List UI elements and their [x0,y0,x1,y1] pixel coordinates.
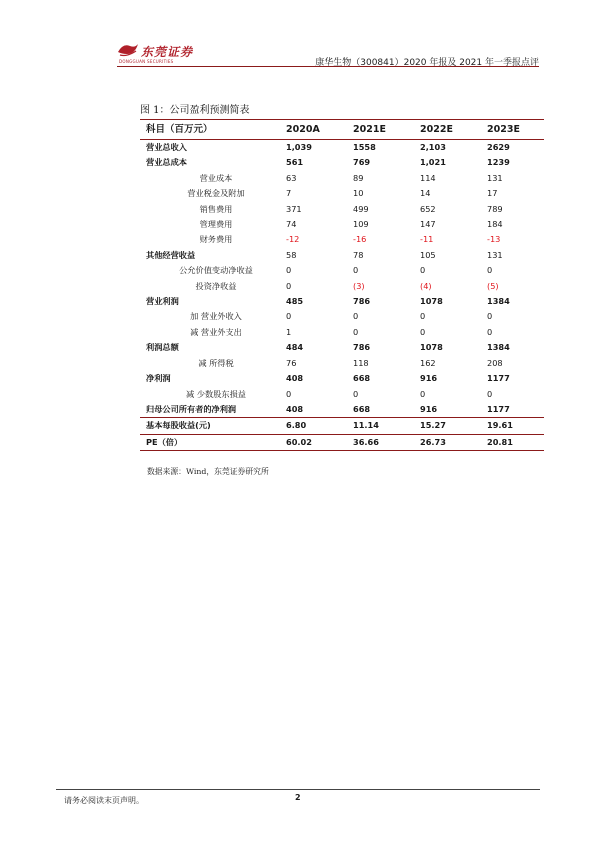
table-row [140,248,544,263]
table-row [140,171,544,186]
row-label: 其他经营收益 [146,249,196,260]
table-cell: 0 [420,265,426,276]
table-row [140,356,544,371]
table-row [140,232,544,247]
table-cell: 184 [487,219,503,230]
table-cell: 769 [353,157,371,168]
table-row [140,294,544,309]
report-title: 康华生物（300841）2020 年报及 2021 年一季报点评 [315,58,539,68]
table-cell: 668 [353,403,371,414]
table-cell: 408 [286,403,304,414]
table-cell: 131 [487,249,503,260]
table-row [140,140,544,156]
table-cell: 15.27 [420,418,487,434]
table-cell: 0 [487,311,493,322]
table-cell: 2629 [487,142,510,152]
table-cell: 1,021 [420,157,446,168]
table-cell: 74 [286,219,297,230]
row-label: 基本每股收益(元) [140,418,286,434]
table-row [140,186,544,201]
table-cell: 0 [420,388,426,399]
table-cell: 14 [420,188,431,199]
table-row [140,418,544,434]
table-cell: 19.61 [487,418,544,434]
table-row [140,340,544,355]
table-cell: 1078 [420,296,443,307]
column-header: 2023E [487,120,544,140]
column-header: 科目（百万元） [140,120,286,140]
table-cell: 78 [353,249,364,260]
row-label: 营业利润 [146,296,179,307]
figure-title: 图 1：公司盈利预测简表 [140,105,250,116]
table-row [140,217,544,232]
column-header: 2022E [420,120,487,140]
table-cell: 109 [353,219,369,230]
table-cell: 114 [420,172,436,183]
table-cell: 499 [353,203,369,214]
table-cell: 1239 [487,157,510,168]
row-label: 营业税金及附加 [187,188,245,199]
table-cell: 162 [420,357,436,368]
table-cell: 147 [420,219,436,230]
profit-forecast-table [140,119,544,451]
table-cell: 26.73 [420,434,487,450]
table-cell: 0 [353,265,359,276]
table-cell: 0 [420,311,426,322]
table-cell: 484 [286,342,304,353]
table-cell: 0 [286,388,292,399]
row-label: 减 所得税 [198,357,234,368]
table-cell: 6.80 [286,418,353,434]
column-header: 2021E [353,120,420,140]
table-cell: 0 [353,326,359,337]
page-number: 2 [295,793,301,802]
table-cell: 0 [286,280,292,291]
negative-cell: -11 [420,234,434,245]
table-row [140,434,544,450]
negative-cell: -12 [286,234,300,245]
table-cell: 786 [353,296,371,307]
row-label: 归母公司所有者的净利润 [146,403,237,414]
table-cell: 0 [420,326,426,337]
table-cell: 1384 [487,296,510,307]
table-row [140,402,544,418]
row-label: 管理费用 [199,219,233,230]
table-cell: 76 [286,357,297,368]
negative-cell: -16 [353,234,367,245]
table-row [140,155,544,170]
table-cell: 1,039 [286,142,312,152]
table-row [140,309,544,324]
table-cell: 17 [487,188,498,199]
table-cell: 208 [487,357,503,368]
table-cell: 1 [286,326,292,337]
table-cell: 131 [487,172,503,183]
logo-emblem-icon [117,42,139,58]
row-label: 加 营业外收入 [190,311,242,322]
row-label: 净利润 [146,373,171,384]
table-cell: 786 [353,342,371,353]
row-label: PE（倍） [140,434,286,450]
table-cell: 20.81 [487,434,544,450]
table-cell: 63 [286,172,297,183]
table-cell: 1078 [420,342,443,353]
column-header: 2020A [286,120,353,140]
negative-cell: (4) [420,280,432,291]
table-cell: 789 [487,203,503,214]
table-cell: 10 [353,188,364,199]
table-cell: 0 [286,311,292,322]
table-cell: 1384 [487,342,510,353]
table-cell: 89 [353,172,364,183]
row-label: 营业总收入 [146,142,187,152]
header-divider [117,66,539,67]
table-cell: 668 [353,373,371,384]
disclaimer-text: 请务必阅读末页声明。 [64,796,144,805]
table-cell: 408 [286,373,304,384]
negative-cell: -13 [487,234,501,245]
row-label: 营业总成本 [146,157,187,168]
table-cell: 485 [286,296,304,307]
table-cell: 2,103 [420,142,446,152]
table-header-row [140,120,544,140]
row-label: 销售费用 [199,203,233,214]
table-row [140,279,544,294]
row-label: 财务费用 [199,234,233,245]
row-label: 公允价值变动净收益 [179,265,253,276]
table-cell: 118 [353,357,369,368]
footer-divider [56,789,540,790]
logo-text: 东莞证券 [141,45,194,59]
table-cell: 371 [286,203,302,214]
table-row [140,202,544,217]
table-cell: 7 [286,188,292,199]
table-cell: 561 [286,157,304,168]
table-cell: 916 [420,403,438,414]
table-cell: 0 [286,265,292,276]
row-label: 减 营业外支出 [190,326,242,337]
table-cell: 916 [420,373,438,384]
table-cell: 0 [487,265,493,276]
row-label: 投资净收益 [195,280,237,291]
table-cell: 36.66 [353,434,420,450]
table-row [140,263,544,278]
table-cell: 58 [286,249,297,260]
table-cell: 0 [487,326,493,337]
negative-cell: (3) [353,280,365,291]
table-cell: 0 [353,311,359,322]
table-cell: 1177 [487,403,510,414]
table-row [140,371,544,386]
table-cell: 60.02 [286,434,353,450]
table-row [140,325,544,340]
row-label: 营业成本 [199,172,233,183]
table-cell: 11.14 [353,418,420,434]
row-label: 利润总额 [146,342,179,353]
table-cell: 1558 [353,142,376,152]
table-cell: 652 [420,203,436,214]
table-cell: 0 [487,388,493,399]
data-source-note: 数据来源：Wind，东莞证券研究所 [147,467,269,476]
logo-subtext: DONGGUAN SECURITIES [119,59,174,64]
table-cell: 1177 [487,373,510,384]
table-cell: 105 [420,249,436,260]
negative-cell: (5) [487,280,499,291]
table-row [140,387,544,402]
row-label: 减 少数股东损益 [186,388,246,399]
table-cell: 0 [353,388,359,399]
